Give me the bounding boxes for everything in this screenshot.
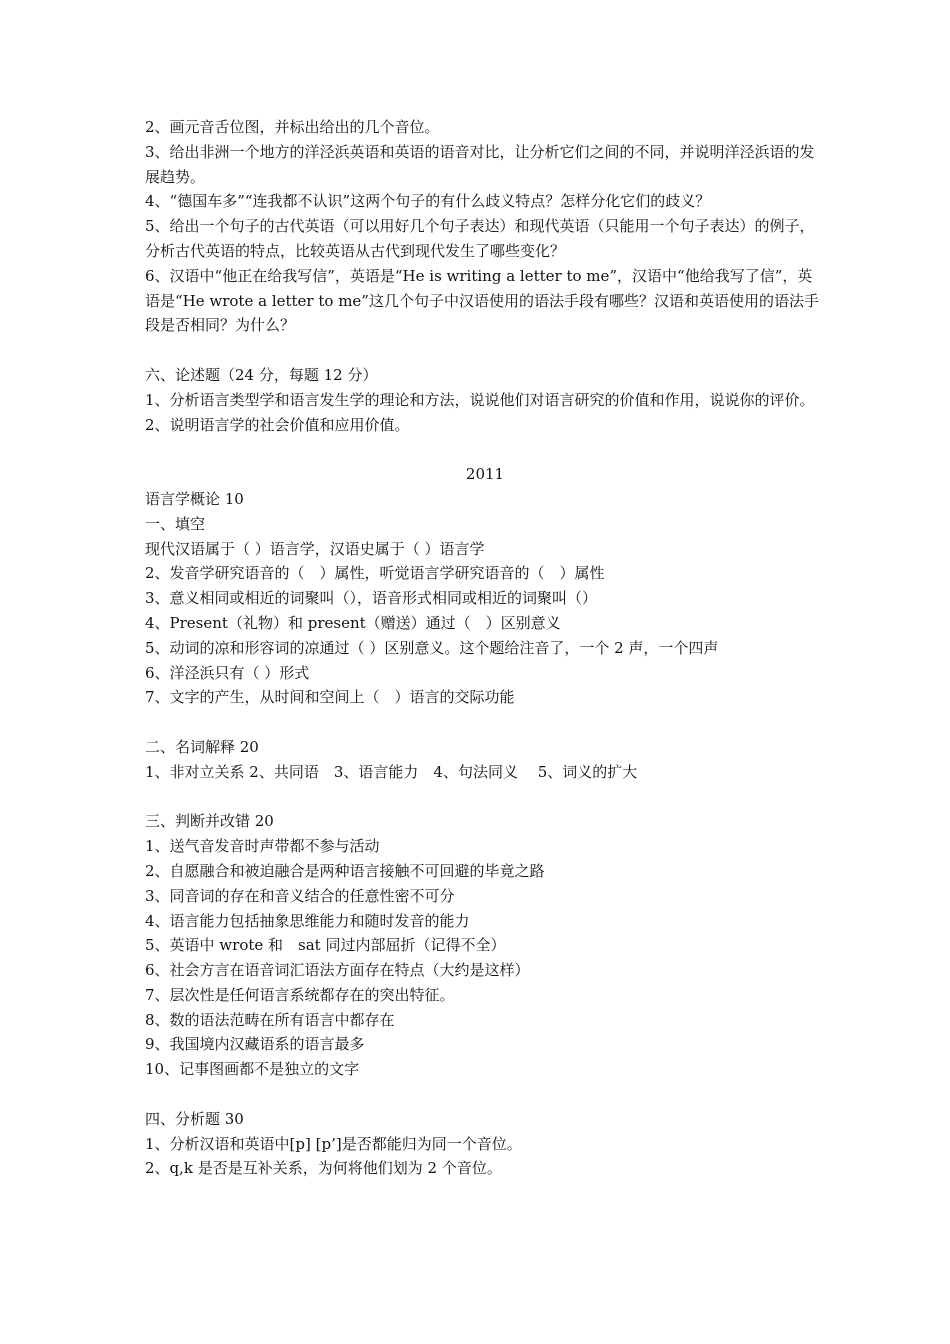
question-line: 2、说明语言学的社会价值和应用价值。 (145, 415, 410, 434)
spacer (145, 785, 825, 810)
question-line: 1、分析语言类型学和语言发生学的理论和方法，说说他们对语言研究的价值和作用，说说你的评价。 (145, 390, 815, 409)
question-line: 6、社会方言在语音词汇语法方面存在特点（大约是这样） (145, 961, 530, 980)
question-line: 6、汉语中“他正在给我写信”，英语是“He is writing a letter to me”，汉语中“他给我写了信”，英语是“He wrote a letter to me”这几个句子中汉语使用的语法手段有哪些？汉语和英语使用的语法手段是否相同？为什么？ (145, 266, 819, 335)
year-title: 2011 (465, 465, 505, 484)
question-line: 3、同音词的存在和音义结合的任意性密不可分 (145, 886, 455, 905)
section-heading: 四、分析题 30 (145, 1109, 244, 1128)
section-heading: 一、填空 (145, 514, 206, 533)
spacer (145, 437, 825, 462)
section-heading: 二、名词解释 20 (145, 737, 259, 756)
section-heading: 三、判断并改错 20 (145, 812, 274, 831)
question-line: 1、非对立关系 2、共同语 3、语言能力 4、句法同义 5、词义的扩大 (145, 762, 638, 781)
question-line: 2、q,k 是否是互补关系，为何将他们划为 2 个音位。 (145, 1159, 502, 1178)
document-body (145, 115, 825, 1181)
question-line: 9、我国境内汉藏语系的语言最多 (145, 1035, 365, 1054)
question-line: 7、层次性是任何语言系统都存在的突出特征。 (145, 985, 455, 1004)
question-line: 7、文字的产生，从时间和空间上（ ）语言的交际功能 (145, 688, 515, 707)
section-heading: 六、论述题（24 分，每题 12 分） (145, 365, 378, 384)
question-line: 2、画元音舌位图，并标出给出的几个音位。 (145, 118, 440, 136)
question-line: 2、自愿融合和被迫融合是两种语言接触不可回避的毕竟之路 (145, 861, 545, 880)
spacer (145, 710, 825, 735)
question-line: 5、给出一个句子的古代英语（可以用好几个句子表达）和现代英语（只能用一个句子表达）的例子，分析古代英语的特点，比较英语从古代到现代发生了哪些变化？ (145, 217, 815, 260)
question-line: 6、洋泾浜只有（ ）形式 (145, 663, 310, 682)
question-line: 5、英语中 wrote 和 sat 同过内部屈折（记得不全） (145, 936, 506, 955)
question-line: 1、送气音发音时声带都不参与活动 (145, 837, 380, 856)
question-line: 1、分析汉语和英语中[p] [p’]是否都能归为同一个音位。 (145, 1134, 522, 1153)
question-line: 4、Present（礼物）和 present（赠送）通过（ ）区别意义 (145, 613, 561, 632)
question-line: 4、语言能力包括抽象思维能力和随时发音的能力 (145, 911, 470, 930)
question-line: 10、记事图画都不是独立的文字 (145, 1060, 360, 1079)
question-line: 3、给出非洲一个地方的洋泾浜英语和英语的语音对比，让分析它们之间的不同，并说明洋泾浜语的发展趋势。 (145, 142, 815, 186)
question-line: 现代汉语属于（ ）语言学，汉语史属于（ ）语言学 (145, 539, 485, 558)
spacer (145, 1082, 825, 1107)
question-line: 4、“德国车多”“连我都不认识”这两个句子的有什么歧义特点？怎样分化它们的歧义？ (145, 192, 711, 211)
question-line: 2、发音学研究语音的（ ）属性，听觉语言学研究语音的（ ）属性 (145, 564, 605, 583)
subject-title: 语言学概论 10 (145, 489, 244, 508)
spacer (145, 338, 825, 363)
question-line: 3、意义相同或相近的词聚叫（），语音形式相同或相近的词聚叫（） (145, 589, 598, 608)
question-line: 5、动词的凉和形容词的凉通过（ ）区别意义。这个题给注音了，一个 2 声，一个四声 (145, 638, 719, 657)
question-line: 8、数的语法范畴在所有语言中都存在 (145, 1010, 395, 1029)
